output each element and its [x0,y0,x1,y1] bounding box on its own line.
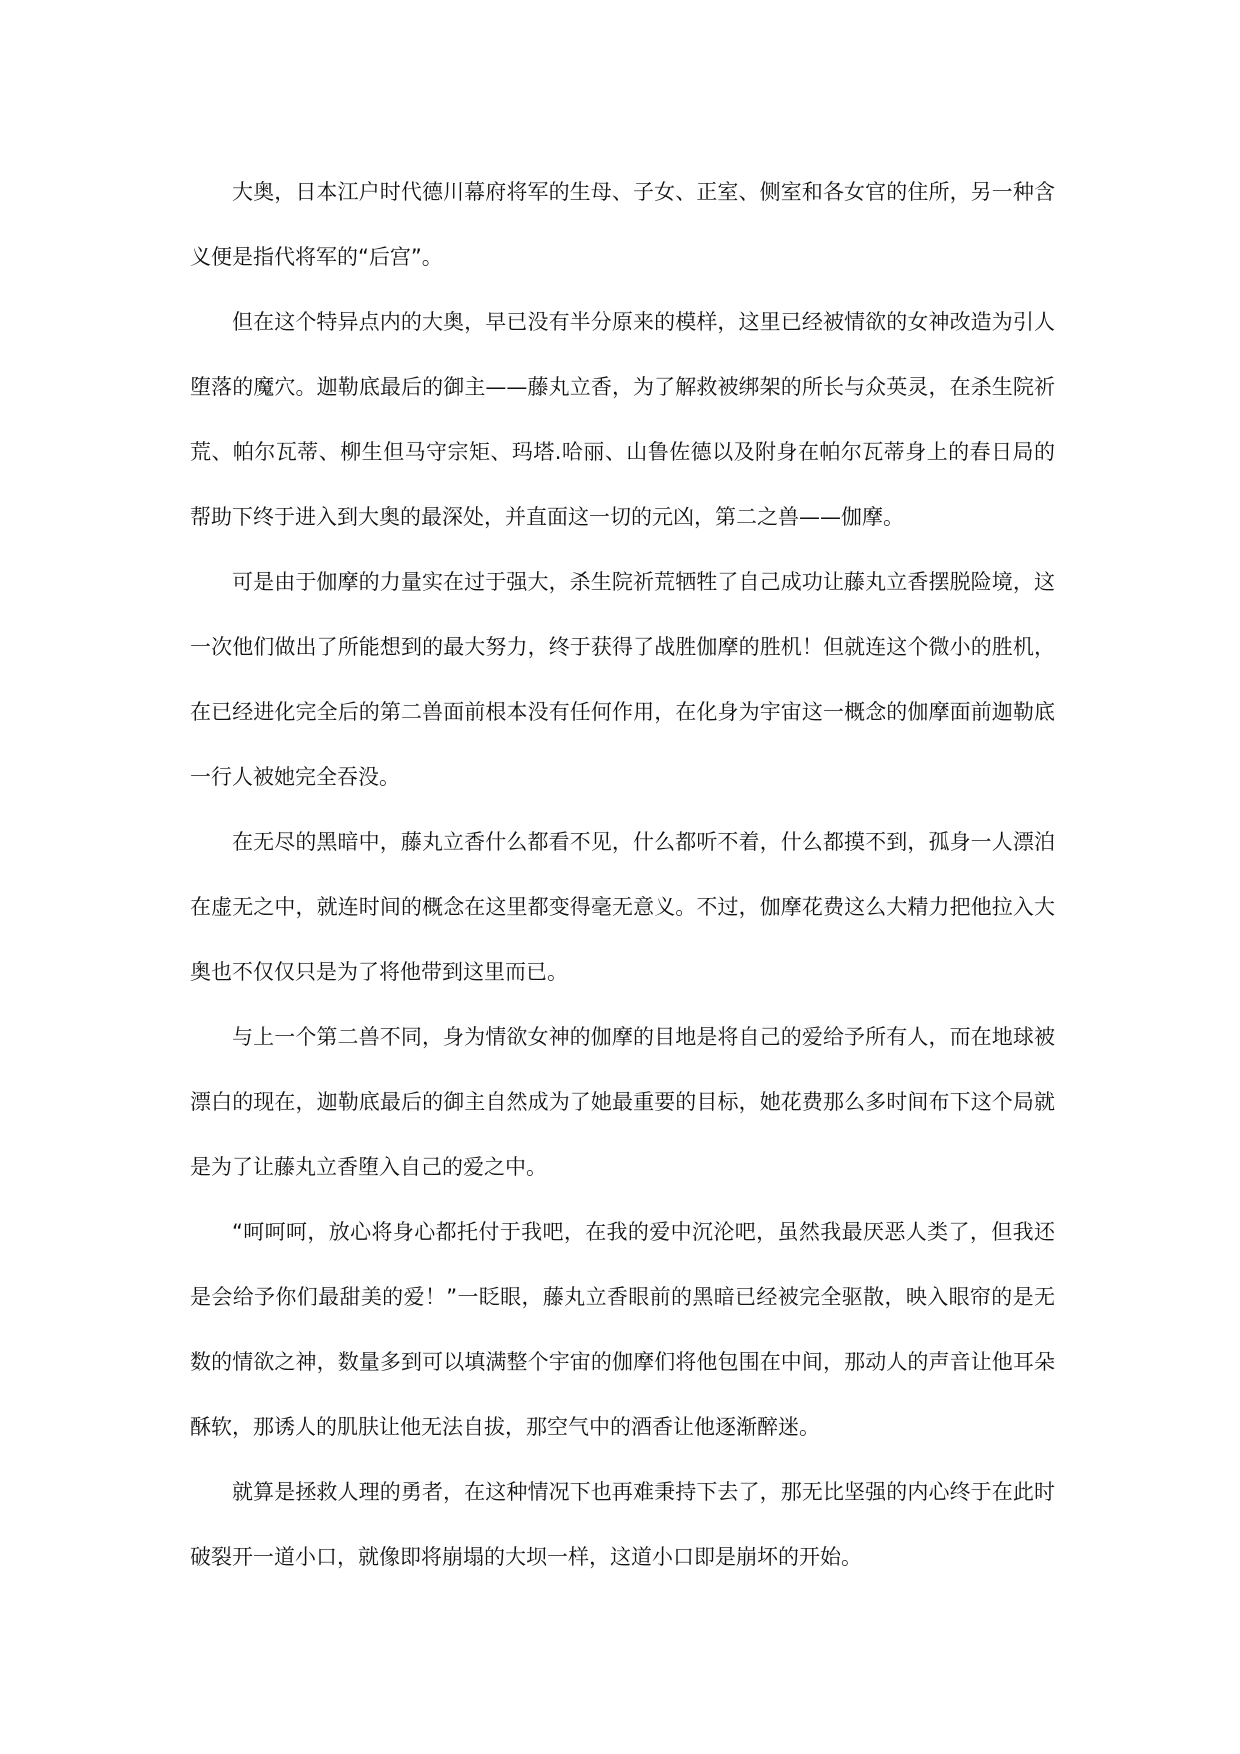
paragraph-7: 就算是拯救人理的勇者，在这种情况下也再难秉持下去了，那无比坚强的内心终于在此时破裂开一道小口，就像即将崩塌的大坝一样，这道小口即是崩坏的开始。 [190,1480,1055,1569]
paragraph-5: 与上一个第二兽不同，身为情欲女神的伽摩的目地是将自己的爱给予所有人，而在地球被漂白的现在，迦勒底最后的御主自然成为了她最重要的目标，她花费那么多时间布下这个局就是为了让藤丸立香堕入自己的爱之中。 [190,1025,1055,1179]
paragraph-2: 但在这个特异点内的大奥，早已没有半分原来的模样，这里已经被情欲的女神改造为引人堕落的魔穴。迦勒底最后的御主——藤丸立香，为了解救被绑架的所长与众英灵，在杀生院祈荒、帕尔瓦蒂、柳生但马守宗矩、玛塔.哈丽、山鲁佐德以及附身在帕尔瓦蒂身上的春日局的帮助下终于进入到大奥的最深处，并直面这一切的元凶，第二之兽——伽摩。 [190,310,1055,529]
paragraph-4: 在无尽的黑暗中，藤丸立香什么都看不见，什么都听不着，什么都摸不到，孤身一人漂泊在虚无之中，就连时间的概念在这里都变得毫无意义。不过，伽摩花费这么大精力把他拉入大奥也不仅仅只是为了将他带到这里而已。 [190,830,1055,984]
paragraph-6: “呵呵呵，放心将身心都托付于我吧，在我的爱中沉沦吧，虽然我最厌恶人类了，但我还是会给予你们最甜美的爱！”一眨眼，藤丸立香眼前的黑暗已经被完全驱散，映入眼帘的是无数的情欲之神，数量多到可以填满整个宇宙的伽摩们将他包围在中间，那动人的声音让他耳朵酥软，那诱人的肌肤让他无法自拔，那空气中的酒香让他逐渐醉迷。 [190,1220,1055,1439]
document-body [190,160,1055,1590]
paragraph-1: 大奥，日本江户时代德川幕府将军的生母、子女、正室、侧室和各女官的住所，另一种含义便是指代将军的“后宫”。 [190,180,1055,269]
paragraph-3: 可是由于伽摩的力量实在过于强大，杀生院祈荒牺牲了自己成功让藤丸立香摆脱险境，这一次他们做出了所能想到的最大努力，终于获得了战胜伽摩的胜机！但就连这个微小的胜机，在已经进化完全后的第二兽面前根本没有任何作用，在化身为宇宙这一概念的伽摩面前迦勒底一行人被她完全吞没。 [190,570,1055,789]
